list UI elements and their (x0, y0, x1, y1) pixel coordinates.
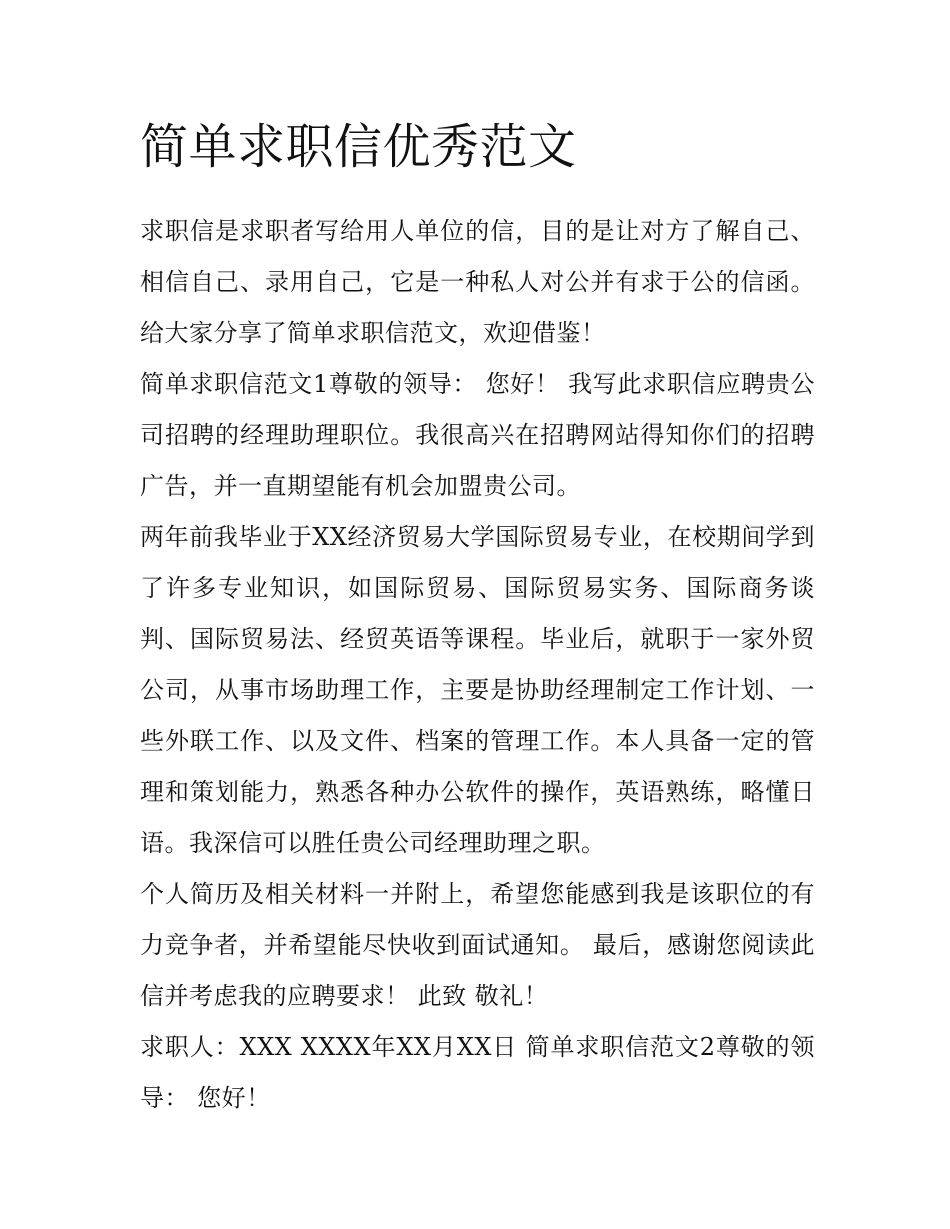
paragraph-letter1-opening: 简单求职信范文1尊敬的领导： 您好！ 我写此求职信应聘贵公司招聘的经理助理职位。我很高兴在招聘网站得知你们的招聘广告，并一直期望能有机会加盟贵公司。 (140, 370, 815, 500)
document-title: 简单求职信优秀范文 (140, 119, 577, 175)
document-body (140, 110, 815, 1124)
paragraph-letter1-background: 两年前我毕业于XX经济贸易大学国际贸易专业，在校期间学到了许多专业知识，如国际贸易、国际贸易实务、国际商务谈判、国际贸易法、经贸英语等课程。毕业后，就职于一家外贸公司，从事市场助理工作，主要是协助经理制定工作计划、一些外联工作、以及文件、档案的管理工作。本人具备一定的管理和策划能力，熟悉各种办公软件的操作，英语熟练，略懂日语。我深信可以胜任贵公司经理助理之职。 (140, 523, 815, 857)
paragraph-intro: 求职信是求职者写给用人单位的信，目的是让对方了解自己、相信自己、录用自己，它是一种私人对公并有求于公的信函。给大家分享了简单求职信范文，欢迎借鉴！ (140, 217, 815, 347)
paragraph-letter1-closing: 个人简历及相关材料一并附上，希望您能感到我是该职位的有力竞争者，并希望能尽快收到面试通知。 最后，感谢您阅读此信并考虑我的应聘要求！ 此致 敬礼！ (140, 880, 815, 1010)
paragraph-signature: 求职人：XXX XXXX年XX月XX日 简单求职信范文2尊敬的领导： 您好！ (140, 1033, 815, 1112)
